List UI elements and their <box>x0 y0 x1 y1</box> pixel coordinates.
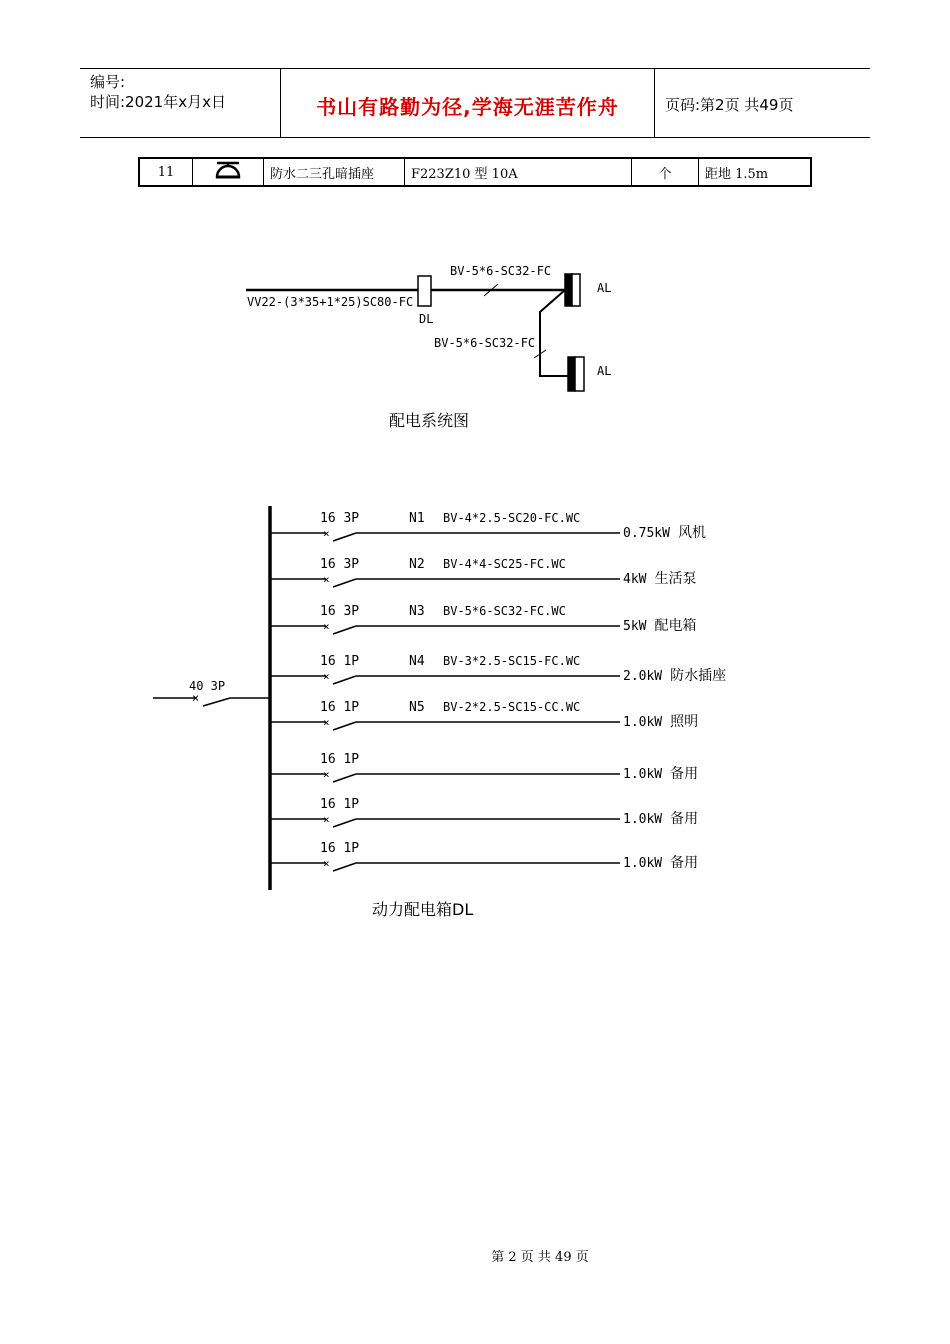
breaker-label: 16 3P <box>320 511 360 526</box>
breaker-label: 16 1P <box>320 700 360 715</box>
circuit-id: N5 <box>409 700 425 715</box>
al2-label: AL <box>597 364 612 378</box>
breaker-x-icon: × <box>323 857 330 870</box>
circuit-row <box>270 841 698 871</box>
circuit-use: 风机 <box>677 525 706 541</box>
breaker-x-icon: × <box>192 691 200 705</box>
circuit-load: 4kW <box>623 572 647 587</box>
breaker-x-icon: × <box>323 573 330 586</box>
circuit-cable: BV-2*2.5-SC15-CC.WC <box>443 700 581 714</box>
circuit-id: N4 <box>409 654 425 669</box>
circuit-row <box>270 752 698 782</box>
circuit-id: N2 <box>409 557 425 572</box>
breaker-contact <box>333 676 356 684</box>
breaker-x-icon: × <box>323 716 330 729</box>
breaker-x-icon: × <box>323 813 330 826</box>
breaker-x-icon: × <box>323 670 330 683</box>
circuit-row <box>270 654 726 684</box>
al2-box <box>575 357 584 391</box>
item-mount: 距地 1.5m <box>699 158 812 186</box>
al2-box-fill <box>568 357 575 391</box>
item-name: 防水二三孔暗插座 <box>264 158 405 186</box>
circuit-row <box>270 557 696 587</box>
circuit-load: 1.0kW <box>623 856 663 871</box>
breaker-contact <box>333 819 356 827</box>
breaker-label: 16 1P <box>320 841 360 856</box>
al1-box-fill <box>565 274 572 306</box>
item-unit: 个 <box>632 158 699 186</box>
circuit-use: 备用 <box>670 855 699 871</box>
breaker-label: 16 3P <box>320 604 360 619</box>
circuit-load: 1.0kW <box>623 812 663 827</box>
breaker-label: 16 1P <box>320 654 360 669</box>
code-label: 编号: <box>90 73 126 91</box>
branch1-cable-label: BV-5*6-SC32-FC <box>450 264 552 278</box>
incoming-cable-label: VV22-(3*35+1*25)SC80-FC <box>247 295 414 309</box>
row-number: 11 <box>139 158 193 186</box>
breaker-label: 16 1P <box>320 752 360 767</box>
circuit-row <box>270 604 696 634</box>
circuit-list <box>270 511 726 871</box>
breaker-x-icon: × <box>323 768 330 781</box>
distribution-system-diagram <box>0 0 950 460</box>
system-diagram-caption: 配电系统图 <box>389 411 470 430</box>
circuit-row <box>270 797 698 827</box>
circuit-row <box>270 511 706 541</box>
circuit-use: 备用 <box>670 766 699 782</box>
circuit-id: N1 <box>409 511 425 526</box>
circuit-use: 照明 <box>670 714 699 730</box>
breaker-contact <box>333 579 356 587</box>
circuit-cable: BV-4*4-SC25-FC.WC <box>443 557 566 571</box>
branch2-line <box>540 290 568 376</box>
dl-label: DL <box>419 312 434 326</box>
circuit-use: 防水插座 <box>670 668 727 684</box>
item-model: F223Z10 型 10A <box>405 158 632 186</box>
box-caption: 动力配电箱DL <box>372 900 474 919</box>
circuit-load: 2.0kW <box>623 669 663 684</box>
circuit-row <box>270 700 698 730</box>
circuit-cable: BV-5*6-SC32-FC.WC <box>443 604 566 618</box>
page-info: 页码:第2页 共49页 <box>665 96 794 114</box>
breaker-contact <box>333 722 356 730</box>
branch2-cable-label: BV-5*6-SC32-FC <box>434 336 536 350</box>
circuit-use: 生活泵 <box>654 571 697 587</box>
breaker-contact <box>333 533 356 541</box>
circuit-load: 5kW <box>623 619 647 634</box>
circuit-id: N3 <box>409 604 425 619</box>
circuit-load: 1.0kW <box>623 767 663 782</box>
breaker-label: 16 1P <box>320 797 360 812</box>
breaker-x-icon: × <box>323 620 330 633</box>
motto: 书山有路勤为径,学海无涯苦作舟 <box>316 95 619 119</box>
time-label: 时间:2021年x月x日 <box>90 93 226 111</box>
circuit-cable: BV-4*2.5-SC20-FC.WC <box>443 511 581 525</box>
circuit-use: 配电箱 <box>654 618 697 634</box>
page-footer: 第 2 页 共 49 页 <box>491 1250 589 1265</box>
main-breaker-label: 40 3P <box>189 679 226 693</box>
breaker-contact <box>333 626 356 634</box>
breaker-x-icon: × <box>323 527 330 540</box>
circuit-use: 备用 <box>670 811 699 827</box>
al1-box <box>572 274 580 306</box>
circuit-cable: BV-3*2.5-SC15-FC.WC <box>443 654 581 668</box>
power-distribution-box-diagram <box>0 490 950 910</box>
dl-box <box>418 276 431 306</box>
breaker-label: 16 3P <box>320 557 360 572</box>
main-breaker <box>153 679 270 706</box>
al1-label: AL <box>597 281 612 295</box>
breaker-contact <box>333 863 356 871</box>
circuit-load: 1.0kW <box>623 715 663 730</box>
breaker-contact <box>333 774 356 782</box>
circuit-load: 0.75kW <box>623 526 670 541</box>
